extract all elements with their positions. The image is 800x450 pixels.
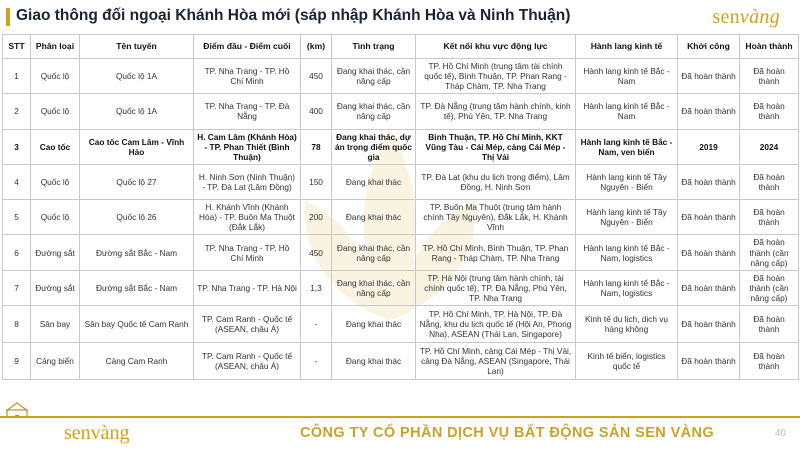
cell-corridor: Hành lang kinh tế Bắc - Nam, ven biển [576,129,678,164]
cell-status: Đang khai thác, dự án trọng điểm quốc gia [332,129,416,164]
cell-stt: 2 [3,94,31,129]
cell-km: 450 [301,235,332,270]
cell-start: Đã hoàn thành [678,200,740,235]
footer [0,416,800,450]
page-title: Giao thông đối ngoại Khánh Hòa mới (sáp nhập Khánh Hòa và Ninh Thuận) [16,7,571,24]
cell-status: Đang khai thác, cần nâng cấp [332,94,416,129]
cell-km: 400 [301,94,332,129]
cell-category: Quốc lộ [31,200,80,235]
cell-category: Quốc lộ [31,164,80,199]
cell-km: 1,3 [301,270,332,305]
col-header-stt: STT [3,35,31,59]
cell-km: 200 [301,200,332,235]
table-row [3,59,799,94]
cell-category: Quốc lộ [31,59,80,94]
cell-km: 78 [301,129,332,164]
cell-start: Đã hoàn thành [678,59,740,94]
cell-connections: TP. Đà Lạt (khu du lịch trọng điểm), Lâm Đồng, H. Ninh Sơn [416,164,576,199]
cell-corridor: Kinh tế du lịch, dịch vụ hàng không [576,306,678,343]
cell-connections: TP. Hồ Chí Minh, cảng Cái Mép - Thị Vải, cảng Đà Nẵng, ASEAN (Singapore, Thái Lan) [416,343,576,380]
title-bar [0,0,800,34]
cell-category: Sân bay [31,306,80,343]
brand-logo [712,6,780,29]
cell-stt: 1 [3,59,31,94]
cell-route-name: Quốc lộ 1A [80,94,194,129]
footer-logo [64,422,130,445]
cell-start: Đã hoàn thành [678,270,740,305]
cell-endpoints: H. Khánh Vĩnh (Khánh Hòa) - TP. Buôn Ma Thuột (Đắk Lắk) [194,200,301,235]
cell-status: Đang khai thác [332,343,416,380]
cell-corridor: Kinh tế biển, logistics quốc tế [576,343,678,380]
cell-stt: 6 [3,235,31,270]
cell-completion: Đã hoàn thành [740,94,799,129]
brand-logo-text-a: sen [712,6,740,28]
cell-status: Đang khai thác [332,164,416,199]
col-header-start: Khởi công [678,35,740,59]
cell-km: 150 [301,164,332,199]
footer-company-name: CÔNG TY CỔ PHẦN DỊCH VỤ BẤT ĐỘNG SẢN SEN VÀNG [300,425,715,441]
cell-endpoints: H. Ninh Sơn (Ninh Thuận) - TP. Đà Lạt (Lâm Đồng) [194,164,301,199]
cell-category: Cao tốc [31,129,80,164]
table-row [3,343,799,380]
cell-endpoints: TP. Nha Trang - TP. Hà Nội [194,270,301,305]
cell-corridor: Hành lang kinh tế Tây Nguyên - Biển [576,164,678,199]
cell-completion: Đã hoàn thành [740,200,799,235]
cell-stt: 9 [3,343,31,380]
cell-corridor: Hành lang kinh tế Tây Nguyên - Biển [576,200,678,235]
cell-start: Đã hoàn thành [678,306,740,343]
col-header-status: Tình trạng [332,35,416,59]
cell-category: Đường sắt [31,235,80,270]
cell-stt: 4 [3,164,31,199]
cell-route-name: Cảng Cam Ranh [80,343,194,380]
col-header-km: (km) [301,35,332,59]
brand-logo-text-b: vàng [739,6,780,28]
cell-km: 450 [301,59,332,94]
cell-connections: TP. Hồ Chí Minh (trung tâm tài chính quốc tế), Bình Thuận, TP. Phan Rang - Tháp Chàm, TP. Nha Trang [416,59,576,94]
cell-endpoints: TP. Nha Trang - TP. Đà Nẵng [194,94,301,129]
cell-start: 2019 [678,129,740,164]
cell-connections: Bình Thuận, TP. Hồ Chí Minh, KKT Vũng Tàu - Cái Mép, cảng Cái Mép - Thị Vải [416,129,576,164]
cell-status: Đang khai thác [332,200,416,235]
cell-route-name: Cao tốc Cam Lâm - Vĩnh Hảo [80,129,194,164]
table-row [3,306,799,343]
cell-route-name: Đường sắt Bắc - Nam [80,235,194,270]
table-row [3,200,799,235]
footer-logo-text-a: sen [64,422,91,444]
cell-completion: Đã hoàn thành (cần nâng cấp) [740,270,799,305]
cell-route-name: Quốc lộ 27 [80,164,194,199]
table-row [3,164,799,199]
cell-endpoints: TP. Nha Trang - TP. Hồ Chí Minh [194,59,301,94]
col-header-corridor: Hành lang kinh tế [576,35,678,59]
cell-endpoints: TP. Nha Trang - TP. Hồ Chí Minh [194,235,301,270]
cell-corridor: Hành lang kinh tế Bắc - Nam [576,59,678,94]
page-number: 40 [774,428,786,439]
cell-completion: 2024 [740,129,799,164]
col-header-route-name: Tên tuyến [80,35,194,59]
cell-category: Cảng biển [31,343,80,380]
table-row [3,235,799,270]
table-header-row [3,35,799,59]
cell-route-name: Quốc lộ 26 [80,200,194,235]
cell-connections: TP. Đà Nẵng (trung tâm hành chính, kinh tế), Phú Yên, TP. Nha Trang [416,94,576,129]
table-row [3,94,799,129]
cell-start: Đã hoàn thành [678,94,740,129]
cell-completion: Đã hoàn thành [740,59,799,94]
cell-connections: TP. Hà Nội (trung tâm hành chính, tài chính quốc tế), TP. Đà Nẵng, Phú Yên, TP. Nha Trang [416,270,576,305]
cell-stt: 7 [3,270,31,305]
cell-category: Đường sắt [31,270,80,305]
cell-corridor: Hành lang kinh tế Bắc - Nam, logistics [576,235,678,270]
cell-connections: TP. Buôn Ma Thuột (trung tâm hành chính Tây Nguyên), Đắk Lắk, H. Khánh Vĩnh [416,200,576,235]
cell-completion: Đã hoàn thành [740,343,799,380]
transport-table [2,34,799,380]
table-row [3,270,799,305]
cell-category: Quốc lộ [31,94,80,129]
cell-status: Đang khai thác, cần nâng cấp [332,270,416,305]
cell-connections: TP. Hồ Chí Minh, TP. Hà Nội, TP. Đà Nẵng, khu du lịch quốc tế (Hội An, Phong Nha), ASEAN (Thái Lan, Singapore) [416,306,576,343]
title-accent-bar [6,8,10,26]
cell-endpoints: TP. Cam Ranh - Quốc tế (ASEAN, châu Á) [194,306,301,343]
footer-divider [0,416,800,418]
cell-corridor: Hành lang kinh tế Bắc - Nam [576,94,678,129]
cell-endpoints: TP. Cam Ranh - Quốc tế (ASEAN, châu Á) [194,343,301,380]
cell-km: - [301,306,332,343]
footer-logo-text-b: vàng [90,422,130,444]
cell-route-name: Đường sắt Bắc - Nam [80,270,194,305]
col-header-endpoints: Điểm đầu - Điểm cuối [194,35,301,59]
cell-km: - [301,343,332,380]
col-header-category: Phân loại [31,35,80,59]
cell-start: Đã hoàn thành [678,343,740,380]
cell-route-name: Sân bay Quốc tế Cam Ranh [80,306,194,343]
col-header-connections: Kết nối khu vực động lực [416,35,576,59]
cell-start: Đã hoàn thành [678,235,740,270]
cell-completion: Đã hoàn thành [740,164,799,199]
cell-status: Đang khai thác [332,306,416,343]
cell-corridor: Hành lang kinh tế Bắc - Nam, logistics [576,270,678,305]
cell-stt: 5 [3,200,31,235]
cell-connections: TP. Hồ Chí Minh, Bình Thuận, TP. Phan Rang - Tháp Chàm, TP. Nha Trang [416,235,576,270]
col-header-completion: Hoàn thành [740,35,799,59]
cell-completion: Đã hoàn thành (cần nâng cấp) [740,235,799,270]
cell-status: Đang khai thác, cần nâng cấp [332,235,416,270]
cell-completion: Đã hoàn thành [740,306,799,343]
table-row-highlighted [3,129,799,164]
cell-stt: 8 [3,306,31,343]
cell-route-name: Quốc lộ 1A [80,59,194,94]
cell-stt: 3 [3,129,31,164]
cell-endpoints: H. Cam Lâm (Khánh Hòa) - TP. Phan Thiết (Bình Thuận) [194,129,301,164]
cell-start: Đã hoàn thành [678,164,740,199]
cell-status: Đang khai thác, cần nâng cấp [332,59,416,94]
